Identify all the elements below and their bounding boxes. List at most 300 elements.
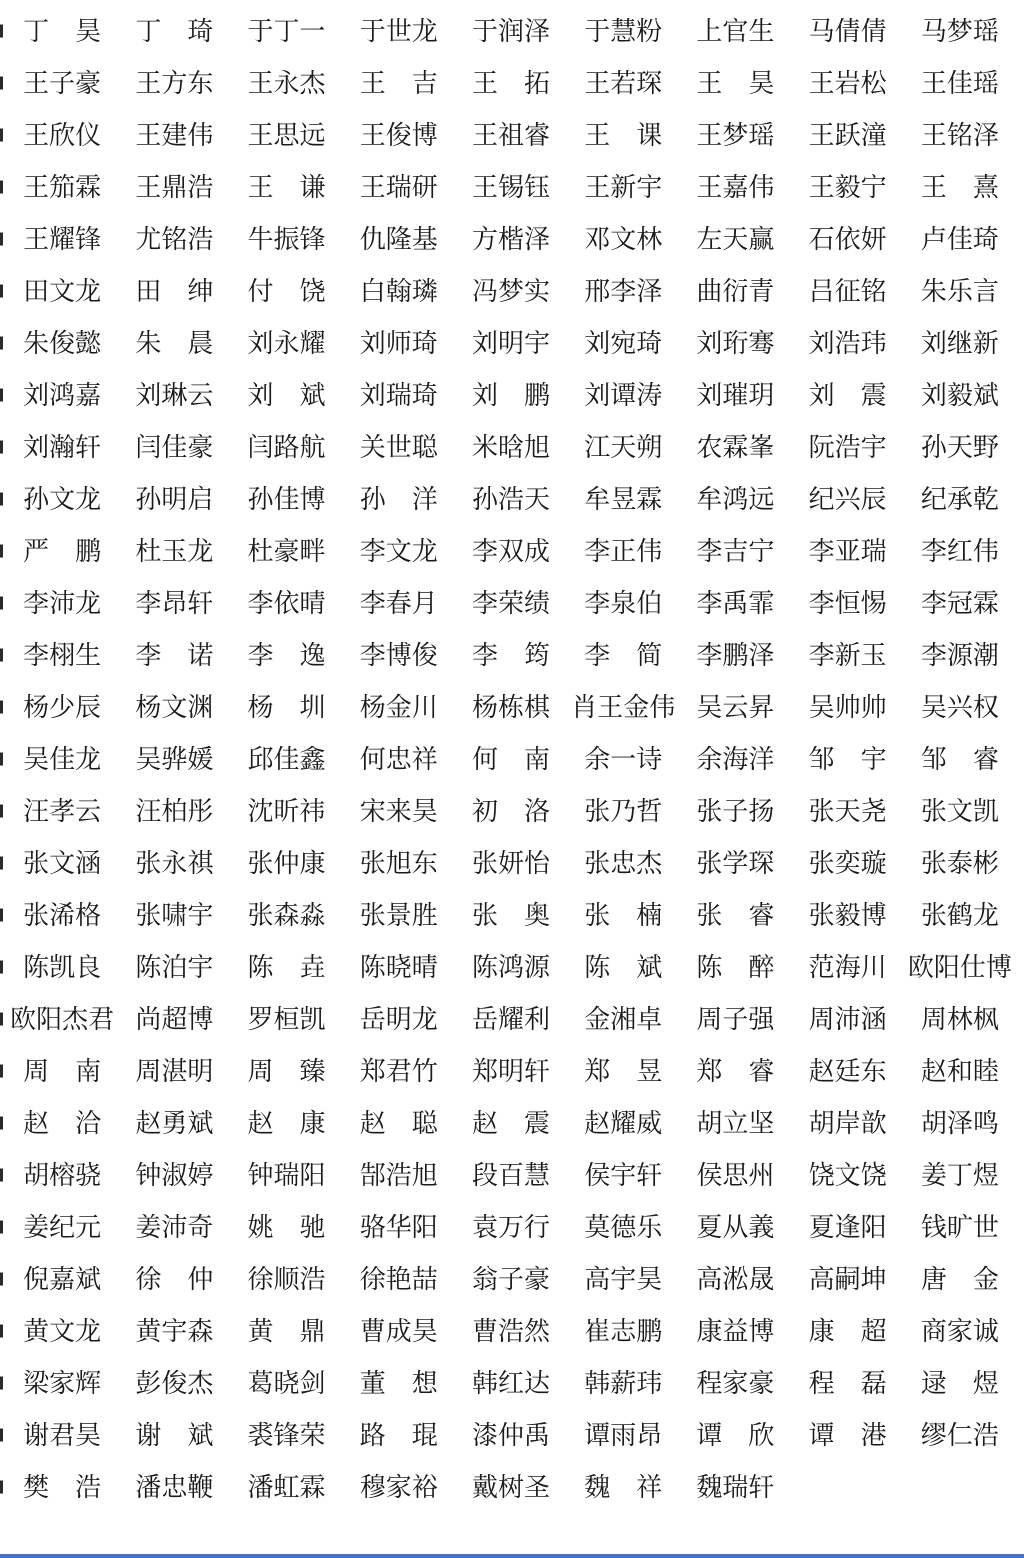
name-cell [343, 587, 455, 618]
person-name: 赵和睦 [920, 1055, 999, 1086]
name-cell [455, 223, 567, 254]
name-cell [343, 15, 455, 46]
person-name: 朱乐言 [920, 275, 999, 306]
person-name: 李源潮 [920, 639, 999, 670]
name-cell [455, 119, 567, 150]
name-cell [792, 15, 904, 46]
name-cell [6, 743, 118, 774]
name-cell [679, 691, 791, 722]
name-cell [455, 743, 567, 774]
person-name: 姜沛奇 [135, 1211, 214, 1242]
name-cell [118, 379, 230, 410]
name-cell [6, 1263, 118, 1294]
person-name: 姚 驰 [247, 1211, 326, 1242]
person-name: 康益博 [696, 1315, 775, 1346]
name-cell [904, 795, 1016, 826]
name-cell [343, 795, 455, 826]
person-name: 路 琨 [359, 1419, 438, 1450]
name-cell [6, 15, 118, 46]
person-name: 康 超 [808, 1315, 887, 1346]
person-name: 刘师琦 [359, 327, 438, 358]
name-cell [792, 119, 904, 150]
person-name: 李吉宁 [696, 535, 775, 566]
name-cell [230, 639, 342, 670]
person-name: 上官生 [696, 15, 775, 46]
name-cell [904, 1055, 1016, 1086]
name-cell [343, 1471, 455, 1502]
person-name: 侯思州 [696, 1159, 775, 1190]
person-name: 阮浩宇 [808, 431, 887, 462]
name-row [6, 1045, 1016, 1097]
name-cell [904, 639, 1016, 670]
person-name: 冯梦实 [471, 275, 550, 306]
name-cell [904, 587, 1016, 618]
name-cell [230, 327, 342, 358]
person-name: 张乃哲 [584, 795, 663, 826]
person-name: 李双成 [471, 535, 550, 566]
person-name: 赵 康 [247, 1107, 326, 1138]
name-cell [904, 119, 1016, 150]
person-name: 朱俊懿 [23, 327, 102, 358]
name-cell [343, 1367, 455, 1398]
person-name: 岳耀利 [471, 1003, 550, 1034]
name-cell [455, 379, 567, 410]
person-name: 于丁一 [247, 15, 326, 46]
person-name: 欧阳杰君 [10, 1003, 115, 1034]
person-name: 裘锋荣 [247, 1419, 326, 1450]
person-name: 邹 宇 [808, 743, 887, 774]
name-cell [679, 1055, 791, 1086]
name-cell [343, 743, 455, 774]
person-name: 王岩松 [808, 67, 887, 98]
person-name: 吴帅帅 [808, 691, 887, 722]
person-name: 潘虹霖 [247, 1471, 326, 1502]
name-cell [679, 327, 791, 358]
name-cell [455, 847, 567, 878]
name-cell [567, 15, 679, 46]
person-name: 戴树圣 [471, 1471, 550, 1502]
name-cell [6, 1003, 118, 1034]
name-cell [6, 1159, 118, 1190]
name-cell [6, 327, 118, 358]
person-name: 刘 震 [808, 379, 887, 410]
name-cell [904, 1367, 1016, 1398]
name-row [6, 109, 1016, 161]
person-name: 李泉伯 [584, 587, 663, 618]
name-cell [567, 743, 679, 774]
person-name: 王建伟 [135, 119, 214, 150]
name-row [6, 1357, 1016, 1409]
person-name: 江天朔 [584, 431, 663, 462]
person-name: 彭俊杰 [135, 1367, 214, 1398]
person-name: 翁子豪 [471, 1263, 550, 1294]
person-name: 倪嘉斌 [23, 1263, 102, 1294]
person-name: 杨少辰 [23, 691, 102, 722]
person-name: 张文凯 [920, 795, 999, 826]
name-row [6, 1305, 1016, 1357]
person-name: 徐顺浩 [247, 1263, 326, 1294]
person-name: 吴云昇 [696, 691, 775, 722]
name-cell [230, 1159, 342, 1190]
person-name: 潘忠鞭 [135, 1471, 214, 1502]
name-cell [6, 1471, 118, 1502]
person-name: 袁万行 [471, 1211, 550, 1242]
person-name: 仇隆基 [359, 223, 438, 254]
person-name: 石依妍 [808, 223, 887, 254]
person-name: 牛振锋 [247, 223, 326, 254]
name-row [6, 161, 1016, 213]
person-name: 刘珩骞 [696, 327, 775, 358]
person-name: 姜纪元 [23, 1211, 102, 1242]
name-cell [904, 743, 1016, 774]
person-name: 李昂轩 [135, 587, 214, 618]
person-name: 李博俊 [359, 639, 438, 670]
name-cell [343, 639, 455, 670]
name-cell [230, 431, 342, 462]
person-name: 邹 睿 [920, 743, 999, 774]
person-name: 刘明宇 [471, 327, 550, 358]
person-name: 孙 洋 [359, 483, 438, 514]
person-name: 骆华阳 [359, 1211, 438, 1242]
name-cell [6, 171, 118, 202]
name-cell [679, 483, 791, 514]
person-name: 梁家辉 [23, 1367, 102, 1398]
person-name: 李文龙 [359, 535, 438, 566]
name-cell [118, 1055, 230, 1086]
person-name: 丁 琦 [135, 15, 214, 46]
name-cell [792, 1419, 904, 1450]
person-name: 邱佳鑫 [247, 743, 326, 774]
name-cell [343, 275, 455, 306]
person-name: 刘瀚轩 [23, 431, 102, 462]
person-name: 王方东 [135, 67, 214, 98]
person-name: 纪承乾 [920, 483, 999, 514]
name-cell [679, 795, 791, 826]
person-name: 陈 垚 [247, 951, 326, 982]
person-name: 王 拓 [471, 67, 550, 98]
person-name: 王 吉 [359, 67, 438, 98]
person-name: 闫路航 [247, 431, 326, 462]
name-cell [567, 1263, 679, 1294]
name-cell [343, 67, 455, 98]
person-name: 李冠霖 [920, 587, 999, 618]
person-name: 白翰璘 [359, 275, 438, 306]
person-name: 张永祺 [135, 847, 214, 878]
person-name: 缪仁浩 [920, 1419, 999, 1450]
name-cell [118, 171, 230, 202]
name-cell [904, 431, 1016, 462]
person-name: 饶文饶 [808, 1159, 887, 1190]
name-cell [567, 1055, 679, 1086]
name-cell [230, 535, 342, 566]
person-name: 马梦瑶 [920, 15, 999, 46]
person-name: 肖王金伟 [571, 691, 676, 722]
name-row [6, 1409, 1016, 1461]
person-name: 谭 港 [808, 1419, 887, 1450]
name-cell [118, 535, 230, 566]
person-name: 张浠格 [23, 899, 102, 930]
name-cell [6, 951, 118, 982]
name-cell [792, 223, 904, 254]
person-name: 余海洋 [696, 743, 775, 774]
person-name: 黄 鼎 [247, 1315, 326, 1346]
person-name: 高淞晟 [696, 1263, 775, 1294]
name-cell [567, 1003, 679, 1034]
name-row [6, 369, 1016, 421]
person-name: 于润泽 [471, 15, 550, 46]
name-cell [679, 1159, 791, 1190]
name-cell [567, 223, 679, 254]
name-cell [230, 691, 342, 722]
person-name: 王梦瑶 [696, 119, 775, 150]
person-name: 方楷泽 [471, 223, 550, 254]
name-cell [567, 847, 679, 878]
person-name: 漆仲禹 [471, 1419, 550, 1450]
person-name: 刘永耀 [247, 327, 326, 358]
name-row [6, 1461, 1016, 1513]
name-cell [904, 223, 1016, 254]
name-cell [904, 1159, 1016, 1190]
name-cell [6, 691, 118, 722]
name-cell [6, 1107, 118, 1138]
name-cell [343, 951, 455, 982]
person-name: 王耀锋 [23, 223, 102, 254]
name-cell [904, 275, 1016, 306]
person-name: 吴骅媛 [135, 743, 214, 774]
name-cell [455, 691, 567, 722]
person-name: 穆家裕 [359, 1471, 438, 1502]
person-name: 钟淑婷 [135, 1159, 214, 1190]
person-name: 卢佳琦 [920, 223, 999, 254]
person-name: 王嘉伟 [696, 171, 775, 202]
name-cell [118, 431, 230, 462]
person-name: 王笳霖 [23, 171, 102, 202]
name-row [6, 889, 1016, 941]
name-cell [792, 899, 904, 930]
name-cell [118, 691, 230, 722]
name-cell [792, 1159, 904, 1190]
name-cell [343, 119, 455, 150]
person-name: 高嗣坤 [808, 1263, 887, 1294]
name-cell [118, 639, 230, 670]
name-cell [343, 1003, 455, 1034]
name-cell [118, 795, 230, 826]
name-cell [230, 795, 342, 826]
name-cell [792, 951, 904, 982]
name-cell [455, 431, 567, 462]
name-row [6, 629, 1016, 681]
name-cell [567, 327, 679, 358]
name-cell [792, 327, 904, 358]
name-row [6, 577, 1016, 629]
person-name: 王铭泽 [920, 119, 999, 150]
person-name: 郑 昱 [584, 1055, 663, 1086]
name-cell [455, 1367, 567, 1398]
person-name: 张天尧 [808, 795, 887, 826]
person-name: 孙佳博 [247, 483, 326, 514]
name-cell [118, 847, 230, 878]
name-cell [455, 1315, 567, 1346]
name-cell [567, 119, 679, 150]
name-cell [455, 1055, 567, 1086]
person-name: 张文涵 [23, 847, 102, 878]
name-cell [6, 847, 118, 878]
name-cell [118, 1471, 230, 1502]
name-cell [6, 275, 118, 306]
name-cell [455, 1003, 567, 1034]
name-cell [567, 379, 679, 410]
person-name: 马倩倩 [808, 15, 887, 46]
person-name: 王 谦 [247, 171, 326, 202]
person-name: 刘浩玮 [808, 327, 887, 358]
person-name: 周 臻 [247, 1055, 326, 1086]
person-name: 李禹霏 [696, 587, 775, 618]
name-cell [792, 171, 904, 202]
person-name: 李春月 [359, 587, 438, 618]
person-name: 丁 昊 [23, 15, 102, 46]
person-name: 王新宇 [584, 171, 663, 202]
person-name: 王若琛 [584, 67, 663, 98]
name-cell [904, 1211, 1016, 1242]
name-cell [455, 795, 567, 826]
person-name: 刘 鹏 [471, 379, 550, 410]
person-name: 王俊博 [359, 119, 438, 150]
name-cell [904, 1263, 1016, 1294]
person-name: 孙文龙 [23, 483, 102, 514]
name-cell [455, 15, 567, 46]
person-name: 李红伟 [920, 535, 999, 566]
person-name: 黄文龙 [23, 1315, 102, 1346]
person-name: 韩薪玮 [584, 1367, 663, 1398]
person-name: 周 南 [23, 1055, 102, 1086]
name-cell [455, 1159, 567, 1190]
name-cell [343, 1107, 455, 1138]
name-cell [455, 1471, 567, 1502]
person-name: 刘瑞琦 [359, 379, 438, 410]
person-name: 何 南 [471, 743, 550, 774]
name-cell [792, 1211, 904, 1242]
person-name: 胡泽鸣 [920, 1107, 999, 1138]
name-cell [118, 1419, 230, 1450]
name-cell [455, 327, 567, 358]
bottom-rule [0, 1554, 1024, 1558]
person-name: 张毅博 [808, 899, 887, 930]
name-row [6, 1201, 1016, 1253]
name-cell [904, 15, 1016, 46]
name-row [6, 681, 1016, 733]
person-name: 杨文渊 [135, 691, 214, 722]
name-cell [230, 847, 342, 878]
name-cell [343, 1263, 455, 1294]
name-row [6, 421, 1016, 473]
name-cell [904, 899, 1016, 930]
person-name: 商家诚 [920, 1315, 999, 1346]
name-cell [230, 1419, 342, 1450]
person-name: 张妍怡 [471, 847, 550, 878]
person-name: 夏逢阳 [808, 1211, 887, 1242]
name-cell [455, 1107, 567, 1138]
person-name: 谢 斌 [135, 1419, 214, 1450]
name-cell [230, 171, 342, 202]
name-cell [567, 639, 679, 670]
person-name: 李恒惕 [808, 587, 887, 618]
person-name: 段百慧 [471, 1159, 550, 1190]
name-cell [792, 1055, 904, 1086]
person-name: 李 诺 [135, 639, 214, 670]
person-name: 程 磊 [808, 1367, 887, 1398]
name-cell [792, 847, 904, 878]
person-name: 孙天野 [920, 431, 999, 462]
person-name: 唐 金 [920, 1263, 999, 1294]
person-name: 刘宛琦 [584, 327, 663, 358]
name-cell [679, 15, 791, 46]
person-name: 农霖峯 [696, 431, 775, 462]
person-name: 曲衍青 [696, 275, 775, 306]
name-cell [6, 639, 118, 670]
person-name: 吴佳龙 [23, 743, 102, 774]
name-cell [455, 67, 567, 98]
person-name: 程家豪 [696, 1367, 775, 1398]
person-name: 魏 祥 [584, 1471, 663, 1502]
person-name: 王毅宁 [808, 171, 887, 202]
name-cell [679, 639, 791, 670]
person-name: 王祖睿 [471, 119, 550, 150]
name-cell [118, 1107, 230, 1138]
person-name: 张仲康 [247, 847, 326, 878]
person-name: 周林枫 [920, 1003, 999, 1034]
name-cell [904, 1315, 1016, 1346]
person-name: 谢君昊 [23, 1419, 102, 1450]
person-name: 钟瑞阳 [247, 1159, 326, 1190]
person-name: 杜玉龙 [135, 535, 214, 566]
name-row [6, 473, 1016, 525]
person-name: 谭雨昂 [584, 1419, 663, 1450]
name-cell [679, 743, 791, 774]
name-cell [567, 795, 679, 826]
person-name: 陈鸿源 [471, 951, 550, 982]
name-cell [792, 587, 904, 618]
person-name: 郜浩旭 [359, 1159, 438, 1190]
name-cell [792, 795, 904, 826]
person-name: 张啸宇 [135, 899, 214, 930]
name-cell [343, 171, 455, 202]
person-name: 欧阳仕博 [907, 951, 1012, 982]
name-cell [230, 275, 342, 306]
name-cell [230, 1471, 342, 1502]
name-cell [792, 743, 904, 774]
name-cell [230, 587, 342, 618]
name-cell [230, 951, 342, 982]
person-name: 王欣仪 [23, 119, 102, 150]
person-name: 王鼎浩 [135, 171, 214, 202]
name-cell [6, 431, 118, 462]
name-cell [904, 483, 1016, 514]
name-cell [792, 1263, 904, 1294]
person-name: 曹成昊 [359, 1315, 438, 1346]
name-cell [792, 1367, 904, 1398]
name-row [6, 733, 1016, 785]
name-cell [679, 223, 791, 254]
person-name: 周子强 [696, 1003, 775, 1034]
name-cell [230, 899, 342, 930]
name-row [6, 5, 1016, 57]
name-cell [792, 1315, 904, 1346]
person-name: 张旭东 [359, 847, 438, 878]
name-cell [904, 1003, 1016, 1034]
name-cell [679, 1263, 791, 1294]
person-name: 郑君竹 [359, 1055, 438, 1086]
person-name: 陈 斌 [584, 951, 663, 982]
